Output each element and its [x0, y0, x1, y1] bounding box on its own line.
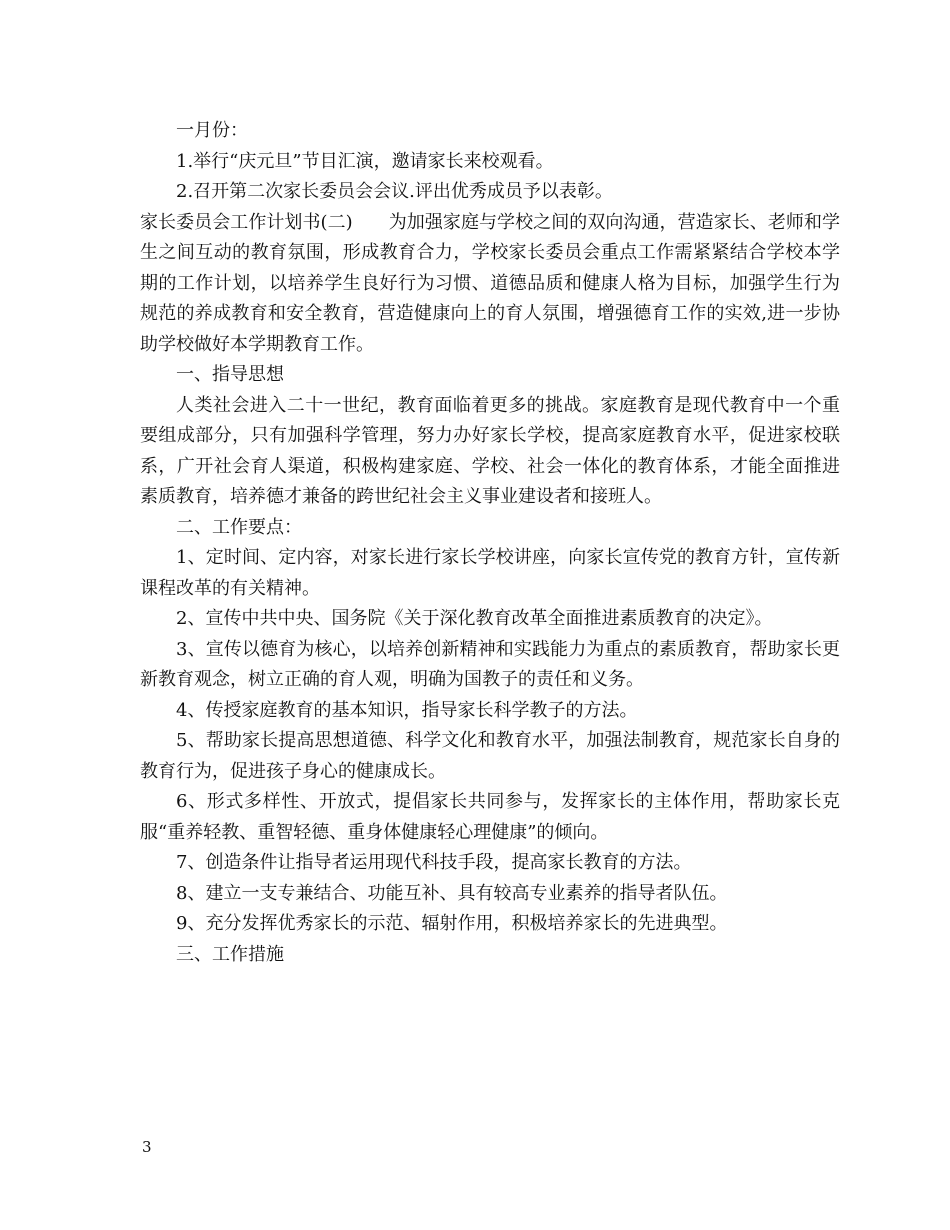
work-point-9: 9、充分发挥优秀家长的示范、辐射作用，积极培养家长的先进典型。: [176, 913, 728, 934]
paragraph-guiding-thought: 人类社会进入二十一世纪，教育面临着更多的挑战。家庭教育是现代教育中一个重要组成部分，只有加强科学管理，努力办好家长学校，提高家庭教育水平，促进家校联系，广开社会育人渠道，积极构建家庭、学校、社会一体化的教育体系，才能全面推进素质教育，培养德才兼备的跨世纪社会主义事业建设者和接班人。: [140, 394, 840, 507]
work-point-3: 3、宣传以德育为核心，以培养创新精神和实践能力为重点的素质教育，帮助家长更新教育观念，树立正确的育人观，明确为国教子的责任和义务。: [140, 638, 840, 690]
work-point-6: 6、形式多样性、开放式，提倡家长共同参与，发挥家长的主体作用，帮助家长克服“重养轻教、重智轻德、重身体健康轻心理健康”的倾向。: [140, 791, 840, 843]
heading-work-measures: 三、工作措施: [176, 943, 284, 965]
section-title: 家长委员会工作计划书(二): [140, 211, 353, 233]
paragraph-january-item-1: 1.举行“庆元旦”节目汇演，邀请家长来校观看。: [176, 150, 554, 172]
page-number: 3: [142, 1138, 152, 1156]
work-point-8: 8、建立一支专兼结合、功能互补、具有较高专业素养的指导者队伍。: [176, 882, 728, 904]
work-point-1: 1、定时间、定内容，对家长进行家长学校讲座，向家长宣传党的教育方针，宣传新课程改革的有关精神。: [140, 547, 840, 599]
work-point-5: 5、帮助家长提高思想道德、科学文化和教育水平，加强法制教育，规范家长自身的教育行为，促进孩子身心的健康成长。: [140, 730, 840, 782]
document-body: [140, 116, 840, 970]
paragraph-plan-intro: [140, 208, 840, 361]
work-point-4: 4、传授家庭教育的基本知识，指导家长科学教子的方法。: [176, 699, 638, 721]
paragraph-january-item-2: 2.召开第二次家长委员会会议.评出优秀成员予以表彰。: [176, 181, 613, 202]
work-point-2: 2、宣传中共中央、国务院《关于深化教育改革全面推进素质教育的决定》。: [176, 608, 773, 629]
heading-guiding-thought: 一、指导思想: [176, 364, 284, 385]
paragraph-january: 一月份：: [176, 120, 248, 141]
work-point-7: 7、创造条件让指导者运用现代科技手段，提高家长教育的方法。: [176, 852, 692, 873]
heading-work-points: 二、工作要点：: [176, 516, 302, 538]
paragraph-plan-intro-text: 为加强家庭与学校之间的双向沟通，营造家长、老师和学生之间互动的教育氛围，形成教育合力，学校家长委员会重点工作需紧紧结合学校本学期的工作计划，以培养学生良好行为习惯、道德品质和健康人格为目标，加强学生行为规范的养成教育和安全教育，营造健康向上的育人氛围，增强德育工作的实效,进一步协助学校做好本学期教育工作。: [140, 211, 841, 355]
